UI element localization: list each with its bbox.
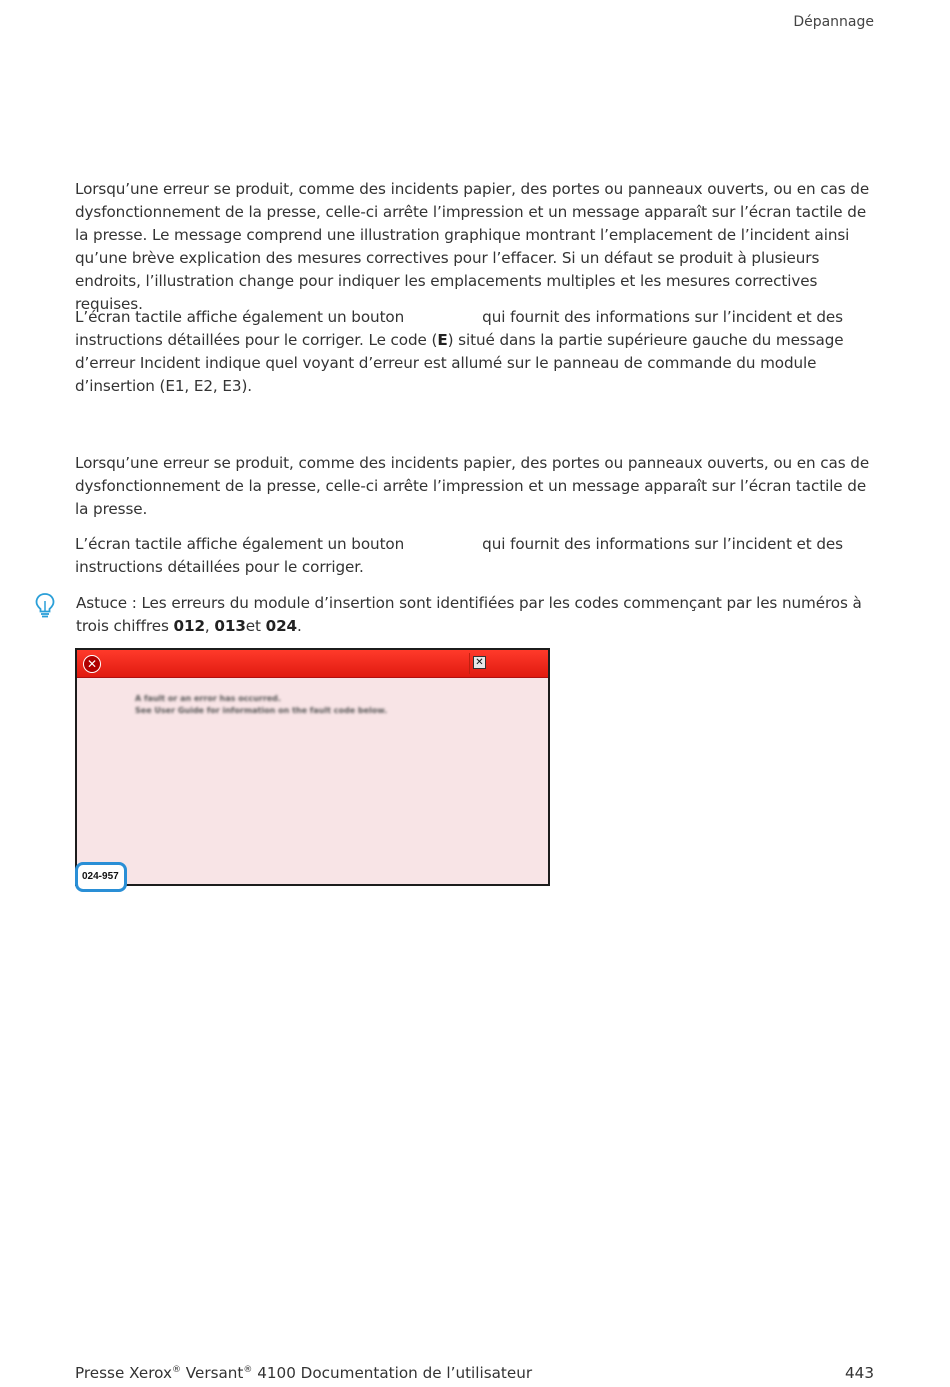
paragraph-text: qui fournit des informations sur l’incident et des instructions détaillées pour le corriger. Le code ( bbox=[75, 308, 843, 349]
paragraph-text: L’écran tactile affiche également un bouton bbox=[75, 535, 405, 553]
tip-code: 012 bbox=[173, 617, 205, 635]
error-x-icon: ✕ bbox=[83, 655, 101, 673]
paragraph-text: ) situé dans la partie supérieure gauche du message d’erreur Incident indique quel voyant d’erreur est allumé sur le panneau de commande du module d’insertion (E1, E2, E3). bbox=[75, 331, 844, 395]
lightbulb-icon bbox=[34, 592, 56, 618]
paragraph-button-info-2 bbox=[75, 533, 875, 579]
paragraph-intro-2: Lorsqu’une erreur se produit, comme des incidents papier, des portes ou panneaux ouverts, ou en cas de dysfonctionnement de la presse, celle-ci arrête l’impression et un message apparaît sur l’écran tactile de la presse. bbox=[75, 454, 870, 518]
fault-code-highlight bbox=[75, 862, 127, 892]
paragraph-intro-1: Lorsqu’une erreur se produit, comme des incidents papier, des portes ou panneaux ouverts, ou en cas de dysfonctionnement de la presse, celle-ci arrête l’impression et un message apparaît sur l’écran tactile de la presse. Le message comprend une illustration graphique montrant l’emplacement de l’incident ainsi qu’une brève explication des mesures correctives pour l’effacer. Si un défaut se produit à plusieurs endroits, l’illustration change pour indiquer les emplacements multiples et les mesures correctives requises. bbox=[75, 180, 870, 313]
error-title-bar bbox=[77, 650, 548, 678]
tip-separator: , bbox=[204, 617, 215, 635]
tip-body: Astuce : Les erreurs du module d’insertion sont identifiées par les codes commençant par les numéros à trois chiffres bbox=[76, 594, 862, 635]
close-icon: ✕ bbox=[473, 656, 486, 669]
footer-text: Versant bbox=[180, 1364, 244, 1382]
error-message-line: See User Guide for information on the fault code below. bbox=[135, 706, 388, 715]
footer-doc-title bbox=[75, 1364, 532, 1382]
paragraph-text: qui fournit des informations sur l’incident et des instructions détaillées pour le corriger. bbox=[75, 535, 843, 576]
error-message-line: A fault or an error has occurred. bbox=[135, 694, 281, 703]
paragraph-text: L’écran tactile affiche également un bouton bbox=[75, 308, 405, 326]
tip-separator: et bbox=[245, 617, 266, 635]
error-code-letter: E bbox=[437, 331, 448, 349]
footer-text: Presse Xerox bbox=[75, 1364, 172, 1382]
tip-code: 013 bbox=[214, 617, 246, 635]
running-header: Dépannage bbox=[793, 14, 874, 30]
tip-end: . bbox=[297, 617, 302, 635]
tip-code: 024 bbox=[265, 617, 298, 635]
error-screen-illustration bbox=[75, 648, 550, 886]
close-button[interactable] bbox=[469, 653, 547, 674]
page-number: 443 bbox=[845, 1364, 874, 1382]
fault-code: 024-957 bbox=[82, 871, 119, 882]
footer-text: 4100 Documentation de l’utilisateur bbox=[252, 1364, 533, 1382]
paragraph-button-info-1 bbox=[75, 306, 875, 398]
registered-mark: ® bbox=[171, 1364, 181, 1375]
tip-text bbox=[76, 592, 876, 638]
registered-mark: ® bbox=[243, 1364, 253, 1375]
